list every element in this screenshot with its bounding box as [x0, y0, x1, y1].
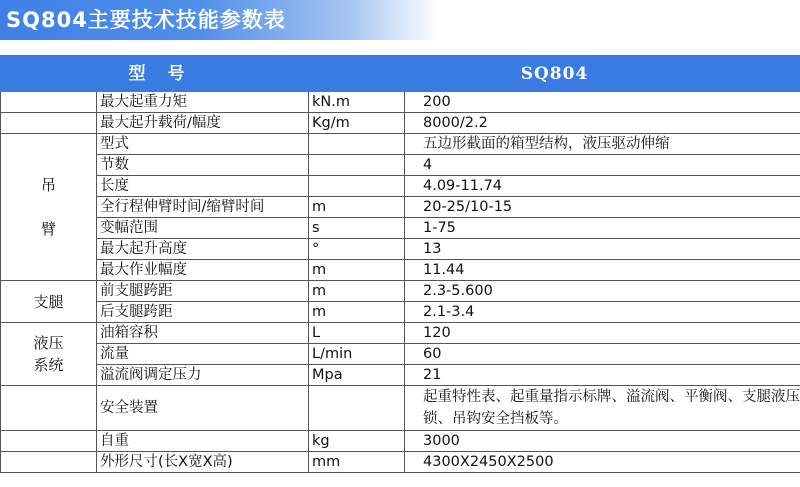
param-name: 最大起升载荷/幅度 [97, 113, 309, 134]
group-cell [1, 386, 97, 431]
param-unit: L [309, 323, 405, 344]
param-value: 11.44 [405, 260, 800, 281]
param-unit: Mpa [309, 365, 405, 386]
table-row [1, 365, 800, 386]
param-value: 120 [405, 323, 800, 344]
param-value: 2.3-5.600 [405, 281, 800, 302]
table-row [1, 386, 800, 431]
param-name: 自重 [97, 431, 309, 452]
param-unit [309, 134, 405, 155]
group-outrigger: 支腿 [1, 281, 97, 323]
table-row [1, 197, 800, 218]
param-value: 3000 [405, 431, 800, 452]
group-cell [1, 113, 97, 134]
param-unit [309, 176, 405, 197]
table-row [1, 260, 800, 281]
page-title: SQ804主要技术技能参数表 [6, 8, 286, 32]
param-unit: m [309, 281, 405, 302]
param-unit: Kg/m [309, 113, 405, 134]
table-row [1, 302, 800, 323]
param-value: 60 [405, 344, 800, 365]
param-value: 20-25/10-15 [405, 197, 800, 218]
param-unit: s [309, 218, 405, 239]
model-label: 型号 [1, 56, 309, 92]
group-cell [1, 92, 97, 113]
param-name: 型式 [97, 134, 309, 155]
group-cell [1, 452, 97, 473]
table-row [1, 134, 800, 155]
param-value: 13 [405, 239, 800, 260]
table-row [1, 452, 800, 473]
param-unit: m [309, 260, 405, 281]
param-value: 4.09-11.74 [405, 176, 800, 197]
param-value: 1-75 [405, 218, 800, 239]
param-value: 8000/2.2 [405, 113, 800, 134]
param-unit: L/min [309, 344, 405, 365]
group-hydraulic-line1: 液压 [33, 334, 64, 352]
param-name: 后支腿跨距 [97, 302, 309, 323]
table-row [1, 155, 800, 176]
param-unit: m [309, 302, 405, 323]
table-row [1, 344, 800, 365]
param-value: 21 [405, 365, 800, 386]
param-unit: m [309, 197, 405, 218]
group-cell [1, 431, 97, 452]
param-name: 变幅范围 [97, 218, 309, 239]
spec-table [0, 55, 800, 473]
param-value: 2.1-3.4 [405, 302, 800, 323]
table-row [1, 239, 800, 260]
param-name: 最大起重力矩 [97, 92, 309, 113]
group-hydraulic [1, 323, 97, 386]
param-name: 全行程伸臂时间/缩臂时间 [97, 197, 309, 218]
group-boom-label: 吊臂 [40, 176, 56, 238]
param-value: 4300X2450X2500 [405, 452, 800, 473]
table-row [1, 92, 800, 113]
param-unit: kN.m [309, 92, 405, 113]
table-row [1, 113, 800, 134]
param-unit: mm [309, 452, 405, 473]
param-name: 前支腿跨距 [97, 281, 309, 302]
param-value: 起重特性表、起重量指示标牌、溢流阀、平衡阀、支腿液压锁、吊钩安全挡板等。 [405, 386, 800, 431]
param-name: 节数 [97, 155, 309, 176]
param-name: 长度 [97, 176, 309, 197]
title-banner [0, 0, 440, 40]
param-unit: kg [309, 431, 405, 452]
table-row [1, 431, 800, 452]
param-unit [309, 155, 405, 176]
param-value: 200 [405, 92, 800, 113]
param-name: 最大起升高度 [97, 239, 309, 260]
param-name: 油箱容积 [97, 323, 309, 344]
param-name: 流量 [97, 344, 309, 365]
param-name: 外形尺寸(长X宽X高) [97, 452, 309, 473]
param-value: 五边形截面的箱型结构，液压驱动伸缩 [405, 134, 800, 155]
table-row [1, 281, 800, 302]
param-unit [309, 386, 405, 431]
table-row [1, 176, 800, 197]
model-value: SQ804 [309, 56, 800, 92]
param-value: 4 [405, 155, 800, 176]
group-hydraulic-line2: 系统 [33, 356, 64, 374]
param-unit: ° [309, 239, 405, 260]
group-boom [1, 134, 97, 281]
table-row [1, 323, 800, 344]
table-header-row [1, 56, 800, 92]
table-row [1, 218, 800, 239]
param-name: 溢流阀调定压力 [97, 365, 309, 386]
param-name: 最大作业幅度 [97, 260, 309, 281]
param-name: 安全装置 [97, 386, 309, 431]
